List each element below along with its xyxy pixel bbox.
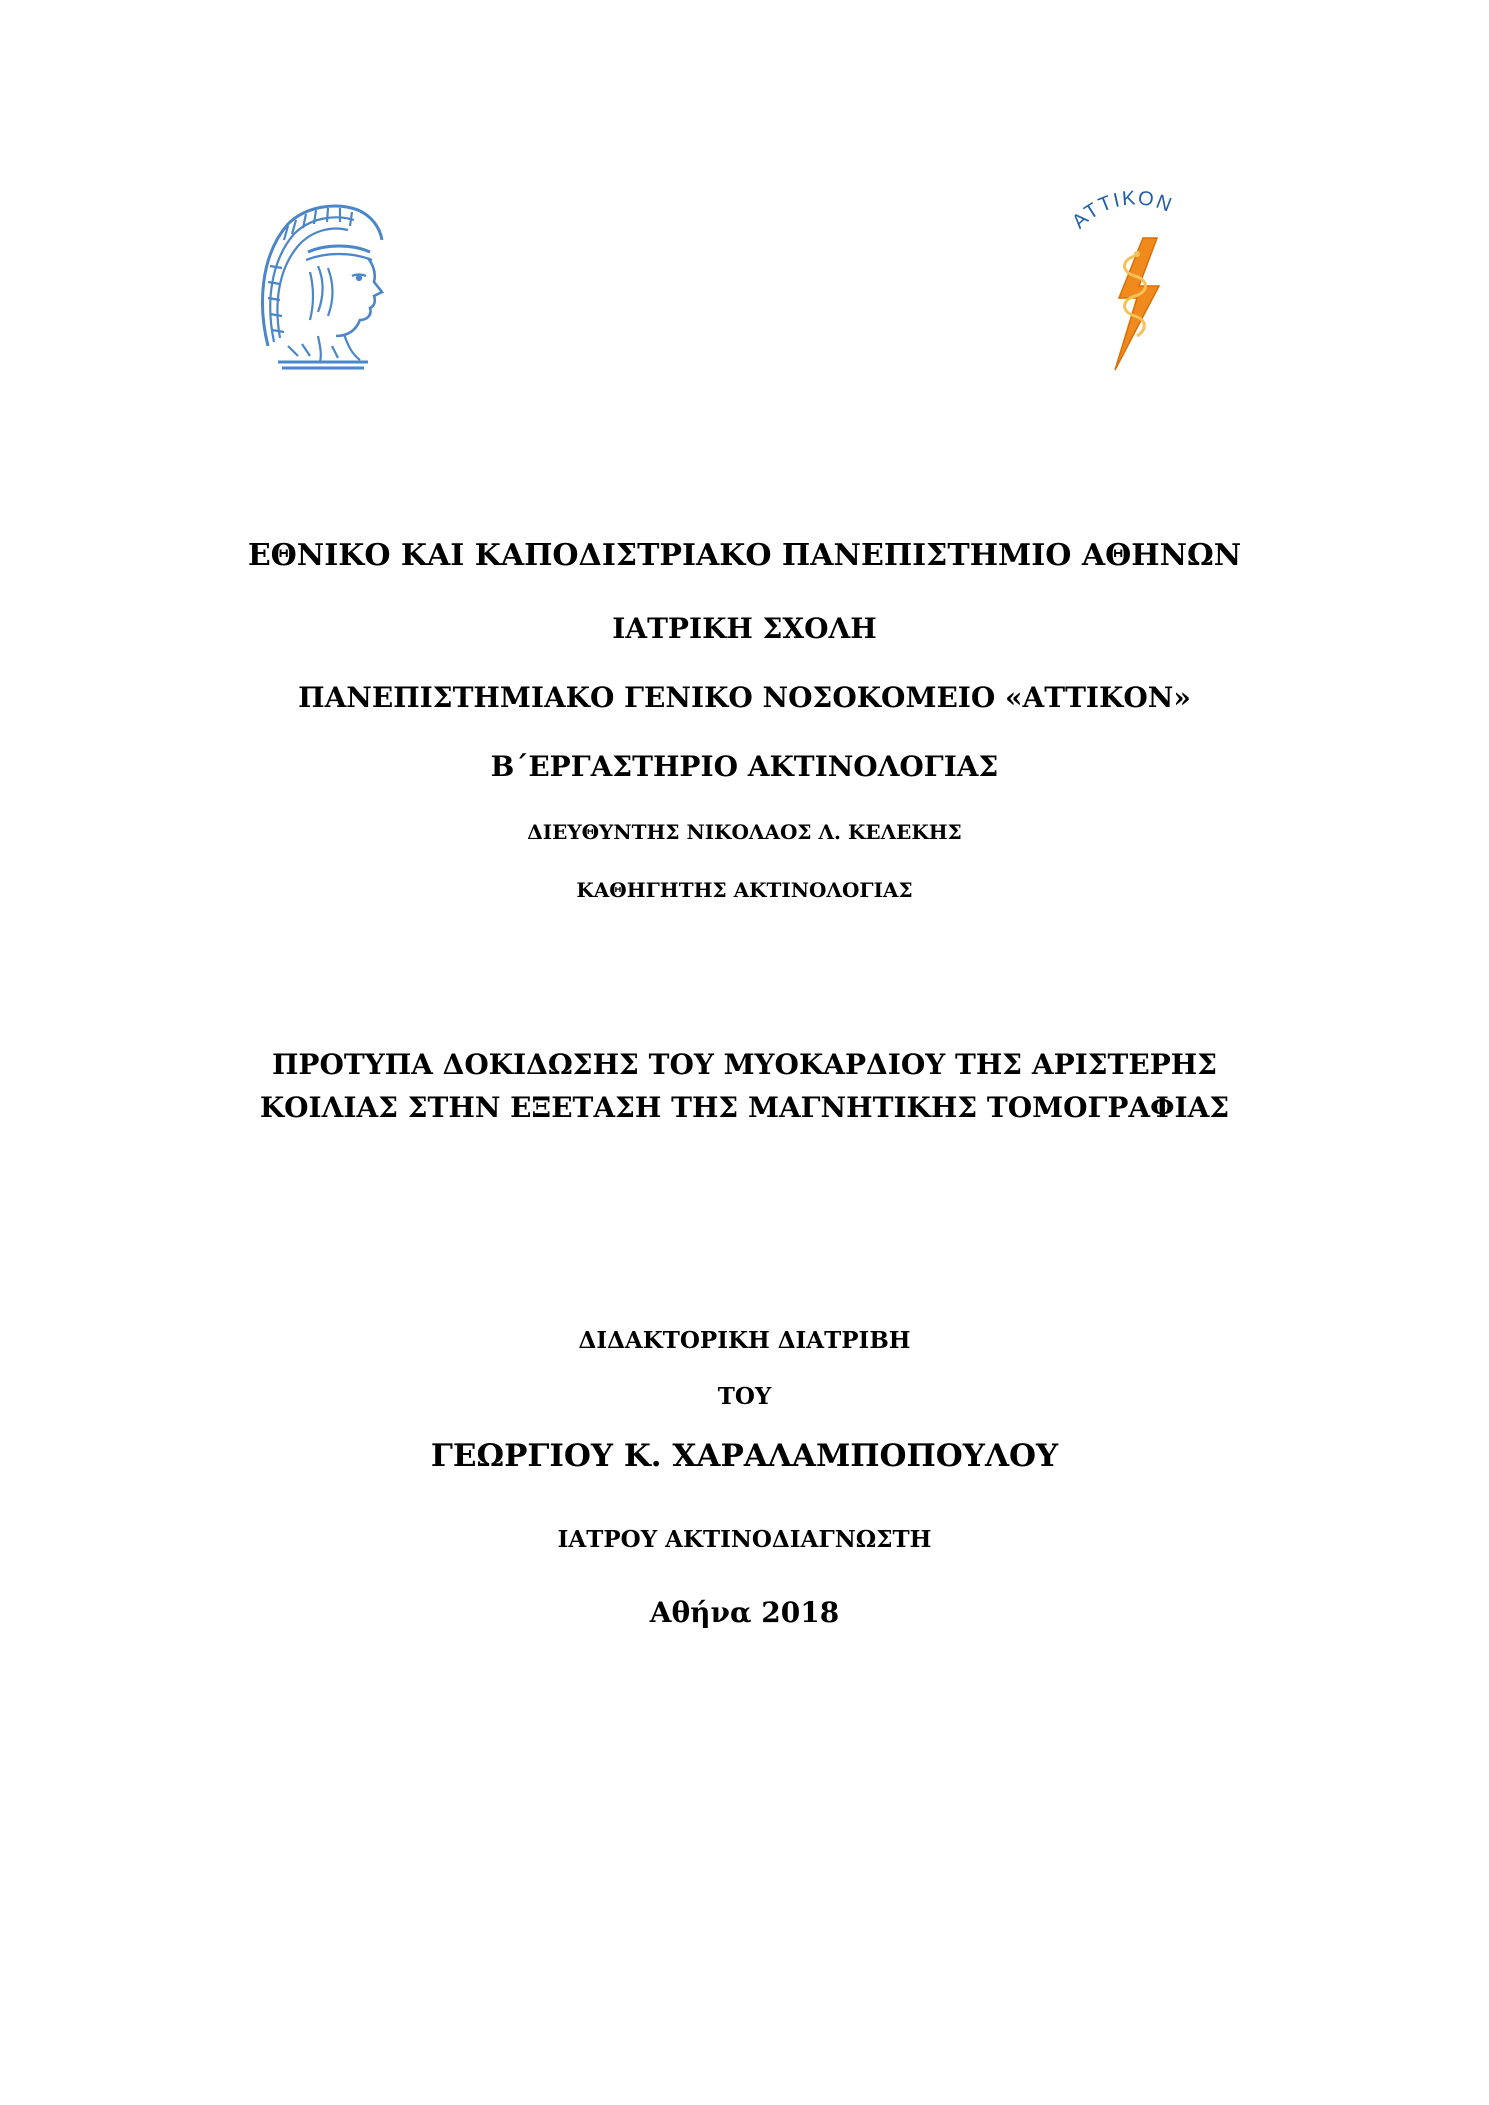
professor-title: ΚΑΘΗΓΗΤΗΣ ΑΚΤΙΝΟΛΟΓΙΑΣ xyxy=(576,878,913,902)
attikon-hospital-logo xyxy=(1065,190,1205,386)
document-type: ΔΙΔΑΚΤΟΡΙΚΗ ΔΙΑΤΡΙΒΗ xyxy=(578,1327,911,1354)
author-role: ΙΑΤΡΟΥ ΑΚΤΙΝΟΔΙΑΓΝΩΣΤΗ xyxy=(557,1526,932,1553)
director-line: ΔΙΕΥΘΥΝΤΗΣ ΝΙΚΟΛΑΟΣ Λ. ΚΕΛΕΚΗΣ xyxy=(527,820,962,844)
caduceus-lightning-icon xyxy=(1065,190,1205,386)
laboratory-name: Β΄ΕΡΓΑΣΤΗΡΙΟ ΑΚΤΙΝΟΛΟΓΙΑΣ xyxy=(490,750,999,783)
thesis-title-line-1: ΠΡΟΤΥΠΑ ΔΟΚΙΔΩΣΗΣ ΤΟΥ ΜΥΟΚΑΡΔΙΟΥ ΤΗΣ ΑΡΙΣΤΕΡΗΣ xyxy=(271,1048,1217,1081)
hospital-name: ΠΑΝΕΠΙΣΤΗΜΙΑΚΟ ΓΕΝΙΚΟ ΝΟΣΟΚΟΜΕΙΟ «ΑΤΤΙΚΟΝ» xyxy=(298,681,1191,714)
svg-text:ΑΤΤΙΚΟΝ: ΑΤΤΙΚΟΝ xyxy=(1068,190,1177,234)
school-name: ΙΑΤΡΙΚΗ ΣΧΟΛΗ xyxy=(612,612,877,645)
of-label: ΤΟΥ xyxy=(717,1383,772,1410)
university-emblem-logo xyxy=(248,196,388,372)
author-name: ΓΕΩΡΓΙΟΥ Κ. ΧΑΡΑΛΑΜΠΟΠΟΥΛΟΥ xyxy=(430,1438,1059,1474)
athena-head-emblem-icon xyxy=(248,196,388,372)
university-name: ΕΘΝΙΚΟ ΚΑΙ ΚΑΠΟΔΙΣΤΡΙΑΚΟ ΠΑΝΕΠΙΣΤΗΜΙΟ ΑΘΗΝΩΝ xyxy=(247,538,1242,573)
thesis-title-line-2: ΚΟΙΛΙΑΣ ΣΤΗΝ ΕΞΕΤΑΣΗ ΤΗΣ ΜΑΓΝΗΤΙΚΗΣ ΤΟΜΟΓΡΑΦΙΑΣ xyxy=(259,1091,1230,1124)
place-and-year: Αθήνα 2018 xyxy=(649,1596,840,1629)
